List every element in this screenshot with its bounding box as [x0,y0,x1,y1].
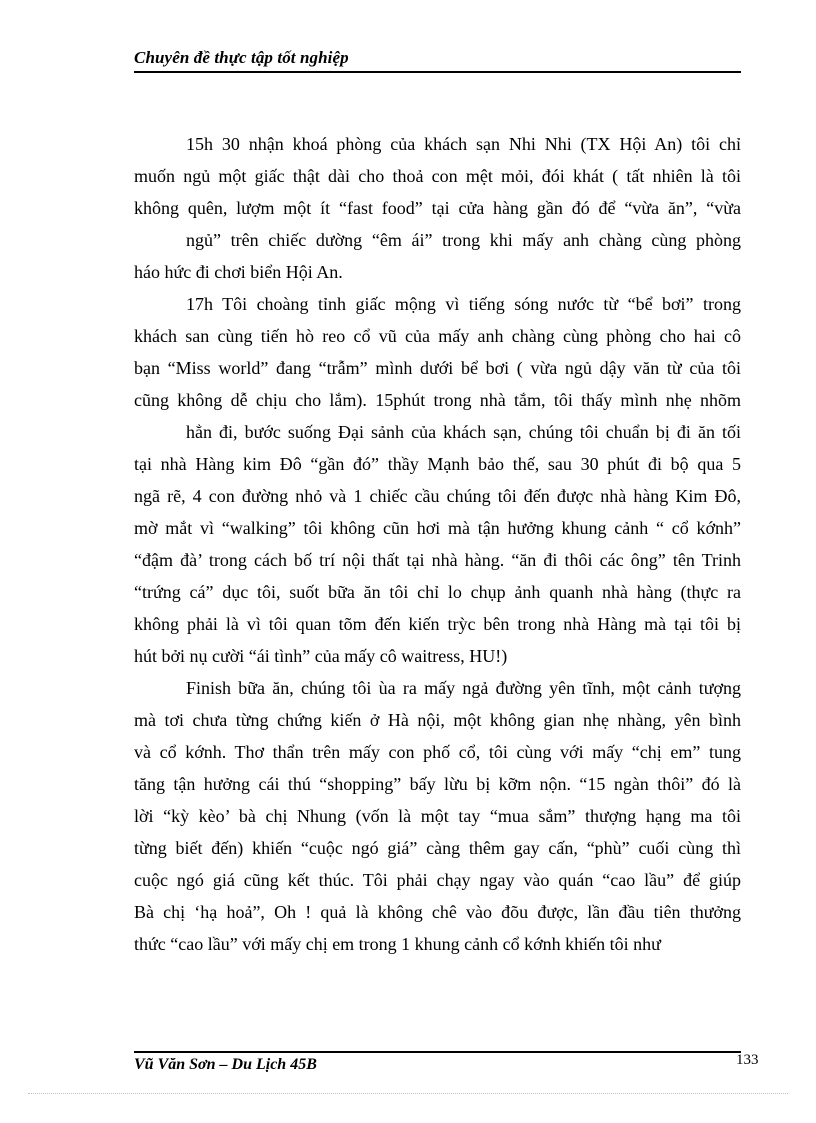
text-line: hẳn đi, bước suống Đại sảnh của khách sạn, chúng tôi chuẩn bị đi ăn tối [186,422,741,442]
text-line: khách san cùng tiến hò reo cổ vũ của mấy anh chàng cùng phòng cho hai cô [134,326,741,346]
text-line: cuộc ngó giá cũng kết thúc. Tôi phải chạy ngay vào quán “cao lầu” để giúp [134,870,741,890]
page-number: 133 [736,1052,759,1068]
text-line: thức “cao lầu” với mấy chị em trong 1 khung cảnh cổ kớnh khiến tôi như [134,934,661,954]
page-edge-divider [28,1093,788,1094]
text-line: muốn ngủ một giấc thật dài cho thoả con mệt mỏi, đói khát ( tất nhiên là tôi [134,166,741,186]
text-line: Bà chị ‘hạ hoả”, Oh ! quả là không chê vào đõu được, lần đầu tiên thưởng [134,902,741,922]
header-divider [134,71,741,73]
text-line: ngủ” trên chiếc dường “êm ái” trong khi mấy anh chàng cùng phòng [186,230,741,250]
text-line: tại nhà Hàng kim Đô “gần đó” thầy Mạnh bảo thế, sau 30 phút đi bộ qua 5 [134,454,741,474]
text-line: lời “kỳ kèo’ bà chị Nhung (vốn là một tay “mua sắm” thượng hạng ma tôi [134,806,741,826]
header-title: Chuyên đề thực tập tốt nghiệp [134,48,349,67]
text-line: không phải là vì tôi quan tõm đến kiến trỳc bên trong nhà Hàng mà tại tôi bị [134,614,741,634]
text-line: mờ mắt vì “walking” tôi không cũn hơi mà tận hưởng khung cảnh “ cổ kớnh” [134,518,741,538]
text-line: hút bởi nụ cười “ái tình” của mấy cô waitress, HU!) [134,646,508,666]
text-line: tăng tận hưởng cái thú “shopping” bấy lừu bị kỡm nộn. “15 ngàn thôi” đó là [134,774,741,794]
text-line: ngã rẽ, 4 con đường nhỏ và 1 chiếc cầu chúng tôi đến được nhà hàng Kim Đô, [134,486,741,506]
body-text [134,128,741,960]
text-line: “đậm đà’ trong cách bố trí nội thất tại nhà hàng. “ăn đi thôi các ông” tên Trinh [134,550,741,570]
text-line: từng biết đến) khiến “cuộc ngó giá” càng thêm gay cấn, “phù” cuối cùng thì [134,838,741,858]
text-line: và cổ kớnh. Thơ thẩn trên mấy con phố cổ, tôi cùng với mấy “chị em” tung [134,742,741,762]
text-line: 15h 30 nhận khoá phòng của khách sạn Nhi Nhi (TX Hội An) tôi chỉ [186,134,741,154]
text-line: cũng không dễ chịu cho lắm). 15phút trong nhà tắm, tôi thấy mình nhẹ nhõm [134,390,741,410]
text-line: 17h Tôi choàng tỉnh giấc mộng vì tiếng sóng nước từ “bể bơi” trong [186,294,741,314]
text-line: Finish bữa ăn, chúng tôi ùa ra mấy ngả đường yên tĩnh, một cảnh tượng [186,678,741,698]
text-line: “trứng cá” dục tôi, suốt bữa ăn tôi chỉ lo chụp ảnh quanh nhà hàng (thực ra [134,582,741,602]
text-line: háo hức đi chơi biển Hội An. [134,262,343,282]
text-line: không quên, lượm một ít “fast food” tại cửa hàng gần đó để “vừa ăn”, “vừa [134,198,741,218]
footer-divider [134,1051,741,1053]
text-line: bạn “Miss world” đang “trẫm” mình dưới bể bơi ( vừa ngủ dậy văn từ của tôi [134,358,741,378]
text-line: mà tơi chưa từng chứng kiến ở Hà nội, một không gian nhẹ nhàng, yên bình [134,710,741,730]
footer-author: Vũ Văn Sơn – Du Lịch 45B [134,1056,317,1073]
